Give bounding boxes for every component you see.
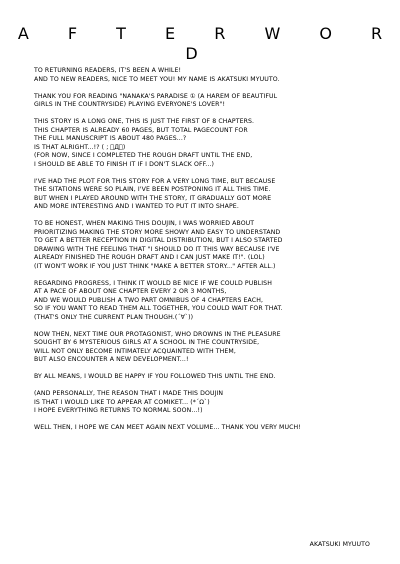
text-line: THANK YOU FOR READING "NANAKA'S PARADISE ① (A HAREM OF BEAUTIFUL <box>34 92 278 100</box>
text-line: SO IF YOU WANT TO READ THEM ALL TOGETHER, YOU COULD WAIT FOR THAT. <box>34 305 283 312</box>
text-line: AND MORE INTERESTING AND I WANTED TO PUT IT INTO SHAPE. <box>34 203 239 210</box>
paragraph-honest <box>34 220 380 271</box>
text-line: DRAWING WITH THE FEELING THAT "I SHOULD DO IT THIS WAY BECAUSE I'VE <box>34 245 280 253</box>
text-line: I HOPE EVERYTHING RETURNS TO NORMAL SOON...!) <box>34 407 203 414</box>
text-line: (IT WON'T WORK IF YOU JUST THINK "MAKE A BETTER STORY..." AFTER ALL.) <box>34 262 276 270</box>
text-line: IS THAT I WOULD LIKE TO APPEAR AT COMIKET... (*´Ω`) <box>34 398 210 406</box>
text-line: WILL NOT ONLY BECOME INTIMATELY ACQUAINTED WITH THEM, <box>34 347 236 355</box>
text-line: IS THAT ALRIGHT...!? ( ; ゚Д゚) <box>34 143 126 151</box>
paragraph-progress <box>34 280 380 323</box>
text-line: GIRLS IN THE COUNTRYSIDE) PLAYING EVERYONE'S LOVER"! <box>34 101 226 108</box>
text-line: SOUGHT BY 6 MYSTERIOUS GIRLS AT A SCHOOL IN THE COUNTRYSIDE, <box>34 339 260 346</box>
text-line: AT A PACE OF ABOUT ONE CHAPTER EVERY 2 OR 3 MONTHS, <box>34 288 227 295</box>
text-line: (FOR NOW, SINCE I COMPLETED THE ROUGH DRAFT UNTIL THE END, <box>34 152 253 159</box>
text-line: (THAT'S ONLY THE CURRENT PLAN THOUGH.(´∀`)) <box>34 313 194 321</box>
text-line: BUT ALSO ENCOUNTER A NEW DEVELOPMENT...! <box>34 356 189 363</box>
text-line: THIS CHAPTER IS ALREADY 60 PAGES, BUT TOTAL PAGECOUNT FOR <box>34 126 248 134</box>
paragraph-length <box>34 118 380 169</box>
paragraph-thanks <box>34 93 380 110</box>
text-line: WELL THEN, I HOPE WE CAN MEET AGAIN NEXT VOLUME... THANK YOU VERY MUCH! <box>34 424 301 431</box>
text-line: TO BE HONEST, WHEN MAKING THIS DOUJIN, I WAS WORRIED ABOUT <box>34 220 255 227</box>
text-line: (AND PERSONALLY, THE REASON THAT I MADE THIS DOUJIN <box>34 390 224 397</box>
text-line: THE FULL MANUSCRIPT IS ABOUT 480 PAGES...? <box>34 135 187 142</box>
text-line: I'VE HAD THE PLOT FOR THIS STORY FOR A VERY LONG TIME, BUT BECAUSE <box>34 177 276 185</box>
paragraph-personally <box>34 390 380 416</box>
text-line: TO GET A BETTER RECEPTION IN DIGITAL DISTRIBUTION, BUT I ALSO STARTED <box>34 237 283 244</box>
text-line: BY ALL MEANS, I WOULD BE HAPPY IF YOU FOLLOWED THIS UNTIL THE END. <box>34 373 276 380</box>
paragraph-next-time <box>34 331 380 365</box>
paragraph-closing <box>34 424 380 433</box>
page-title: A F T E R W O R D <box>17 24 400 63</box>
text-line: I SHOULD BE ABLE TO FINISH IT IF I DON'T SLACK OFF...) <box>34 160 214 168</box>
text-line: ALREADY FINISHED THE ROUGH DRAFT AND I CAN JUST MAKE IT!". (LOL) <box>34 254 265 261</box>
text-line: AND WE WOULD PUBLISH A TWO PART OMNIBUS OF 4 CHAPTERS EACH, <box>34 296 264 304</box>
text-line: AND TO NEW READERS, NICE TO MEET YOU! MY NAME IS AKATSUKI MYUUTO. <box>34 75 280 83</box>
text-line: PRIORITIZING MAKING THE STORY MORE SHOWY AND EASY TO UNDERSTAND <box>34 228 281 236</box>
text-line: TO RETURNING READERS, IT'S BEEN A WHILE! <box>34 67 182 74</box>
text-line: THIS STORY IS A LONG ONE, THIS IS JUST THE FIRST OF 8 CHAPTERS. <box>34 118 255 125</box>
text-line: NOW THEN, NEXT TIME OUR PROTAGONIST, WHO DROWNS IN THE PLEASURE <box>34 330 281 338</box>
afterword-body <box>34 67 380 441</box>
text-line: REGARDING PROGRESS, I THINK IT WOULD BE NICE IF WE COULD PUBLISH <box>34 279 272 287</box>
text-line: BUT WHEN I PLAYED AROUND WITH THE STORY, IT GRADUALLY GOT MORE <box>34 194 272 202</box>
paragraph-plot <box>34 178 380 212</box>
paragraph-by-all-means <box>34 373 380 382</box>
author-signature: AKATSUKI MYUUTO <box>309 541 370 548</box>
paragraph-greeting <box>34 67 380 84</box>
text-line: THE SITATIONS WERE SO PLAIN, I'VE BEEN POSTPONING IT ALL THIS TIME. <box>34 186 271 193</box>
